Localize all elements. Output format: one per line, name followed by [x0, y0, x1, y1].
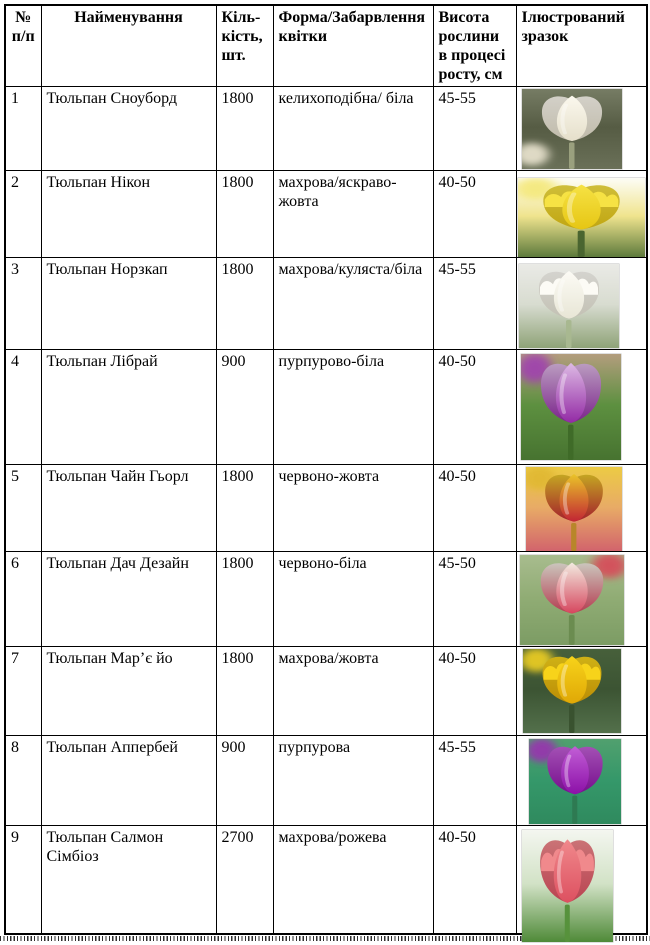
tulip-catalog-table [4, 4, 648, 935]
col-header-quantity: Кіль-кість, шт. [216, 5, 273, 87]
cell-form-color: пурпурова [273, 736, 433, 826]
table-row [5, 465, 647, 552]
cell-quantity: 1800 [216, 258, 273, 350]
table-row [5, 171, 647, 258]
cell-form-color: червоно-жовта [273, 465, 433, 552]
cell-height: 40-50 [433, 350, 516, 465]
cell-form-color: махрова/жовта [273, 647, 433, 736]
cell-photo [516, 258, 647, 350]
cell-tulip-name: Тюльпан Лібрай [41, 350, 216, 465]
cell-quantity: 1800 [216, 171, 273, 258]
cell-height: 40-50 [433, 826, 516, 934]
table-row [5, 350, 647, 465]
col-header-sample: Ілюстрований зразок [516, 5, 647, 87]
cell-photo [516, 736, 647, 826]
table-row [5, 826, 647, 934]
table-body [5, 87, 647, 934]
cell-row-number: 2 [5, 171, 41, 258]
cell-form-color: пурпурово-біла [273, 350, 433, 465]
tulip-photo [523, 649, 621, 733]
cell-photo [516, 552, 647, 647]
cell-quantity: 900 [216, 736, 273, 826]
cell-quantity: 1800 [216, 552, 273, 647]
col-header-name: Найменування [41, 5, 216, 87]
cell-form-color: червоно-біла [273, 552, 433, 647]
cell-photo [516, 87, 647, 171]
cell-photo [516, 826, 647, 934]
tulip-photo [522, 830, 613, 942]
table-row [5, 552, 647, 647]
cell-row-number: 9 [5, 826, 41, 934]
cell-quantity: 1800 [216, 87, 273, 171]
tulip-photo [520, 555, 624, 645]
table-row [5, 87, 647, 171]
cell-tulip-name: Тюльпан Дач Дезайн [41, 552, 216, 647]
cell-height: 40-50 [433, 171, 516, 258]
tulip-photo [522, 89, 622, 169]
cell-height: 40-50 [433, 647, 516, 736]
cell-row-number: 6 [5, 552, 41, 647]
cell-tulip-name: Тюльпан Салмон Сімбіоз [41, 826, 216, 934]
tulip-photo [518, 178, 645, 257]
tulip-photo [521, 354, 621, 460]
cell-quantity: 900 [216, 350, 273, 465]
header-row [5, 5, 647, 87]
cell-tulip-name: Тюльпан Мар’є йо [41, 647, 216, 736]
col-header-form-color: Форма/Забарвлення квітки [273, 5, 433, 87]
cell-height: 45-55 [433, 736, 516, 826]
cell-height: 45-50 [433, 552, 516, 647]
table-row [5, 258, 647, 350]
cell-form-color: махрова/рожева [273, 826, 433, 934]
cell-height: 45-55 [433, 258, 516, 350]
cell-form-color: махрова/куляста/біла [273, 258, 433, 350]
table-row [5, 647, 647, 736]
cell-row-number: 1 [5, 87, 41, 171]
cell-form-color: махрова/яскраво-жовта [273, 171, 433, 258]
cell-row-number: 4 [5, 350, 41, 465]
cell-quantity: 1800 [216, 647, 273, 736]
cell-tulip-name: Тюльпан Нікон [41, 171, 216, 258]
cell-photo [516, 647, 647, 736]
table-row [5, 736, 647, 826]
cell-row-number: 3 [5, 258, 41, 350]
col-header-height: Висота рослини в процесі росту, см [433, 5, 516, 87]
cell-tulip-name: Тюльпан Норзкап [41, 258, 216, 350]
cell-row-number: 5 [5, 465, 41, 552]
cell-row-number: 8 [5, 736, 41, 826]
tulip-photo [519, 264, 619, 348]
tulip-photo [526, 467, 622, 551]
cell-row-number: 7 [5, 647, 41, 736]
cell-photo [516, 171, 647, 258]
cell-tulip-name: Тюльпан Чайн Гьорл [41, 465, 216, 552]
cell-height: 40-50 [433, 465, 516, 552]
cell-photo [516, 350, 647, 465]
tulip-photo [529, 739, 621, 824]
cell-tulip-name: Тюльпан Аппербей [41, 736, 216, 826]
cell-form-color: келихоподібна/ біла [273, 87, 433, 171]
cell-photo [516, 465, 647, 552]
cell-quantity: 1800 [216, 465, 273, 552]
cell-height: 45-55 [433, 87, 516, 171]
col-header-number: № п/п [5, 5, 41, 87]
cell-tulip-name: Тюльпан Сноуборд [41, 87, 216, 171]
cell-quantity: 2700 [216, 826, 273, 934]
